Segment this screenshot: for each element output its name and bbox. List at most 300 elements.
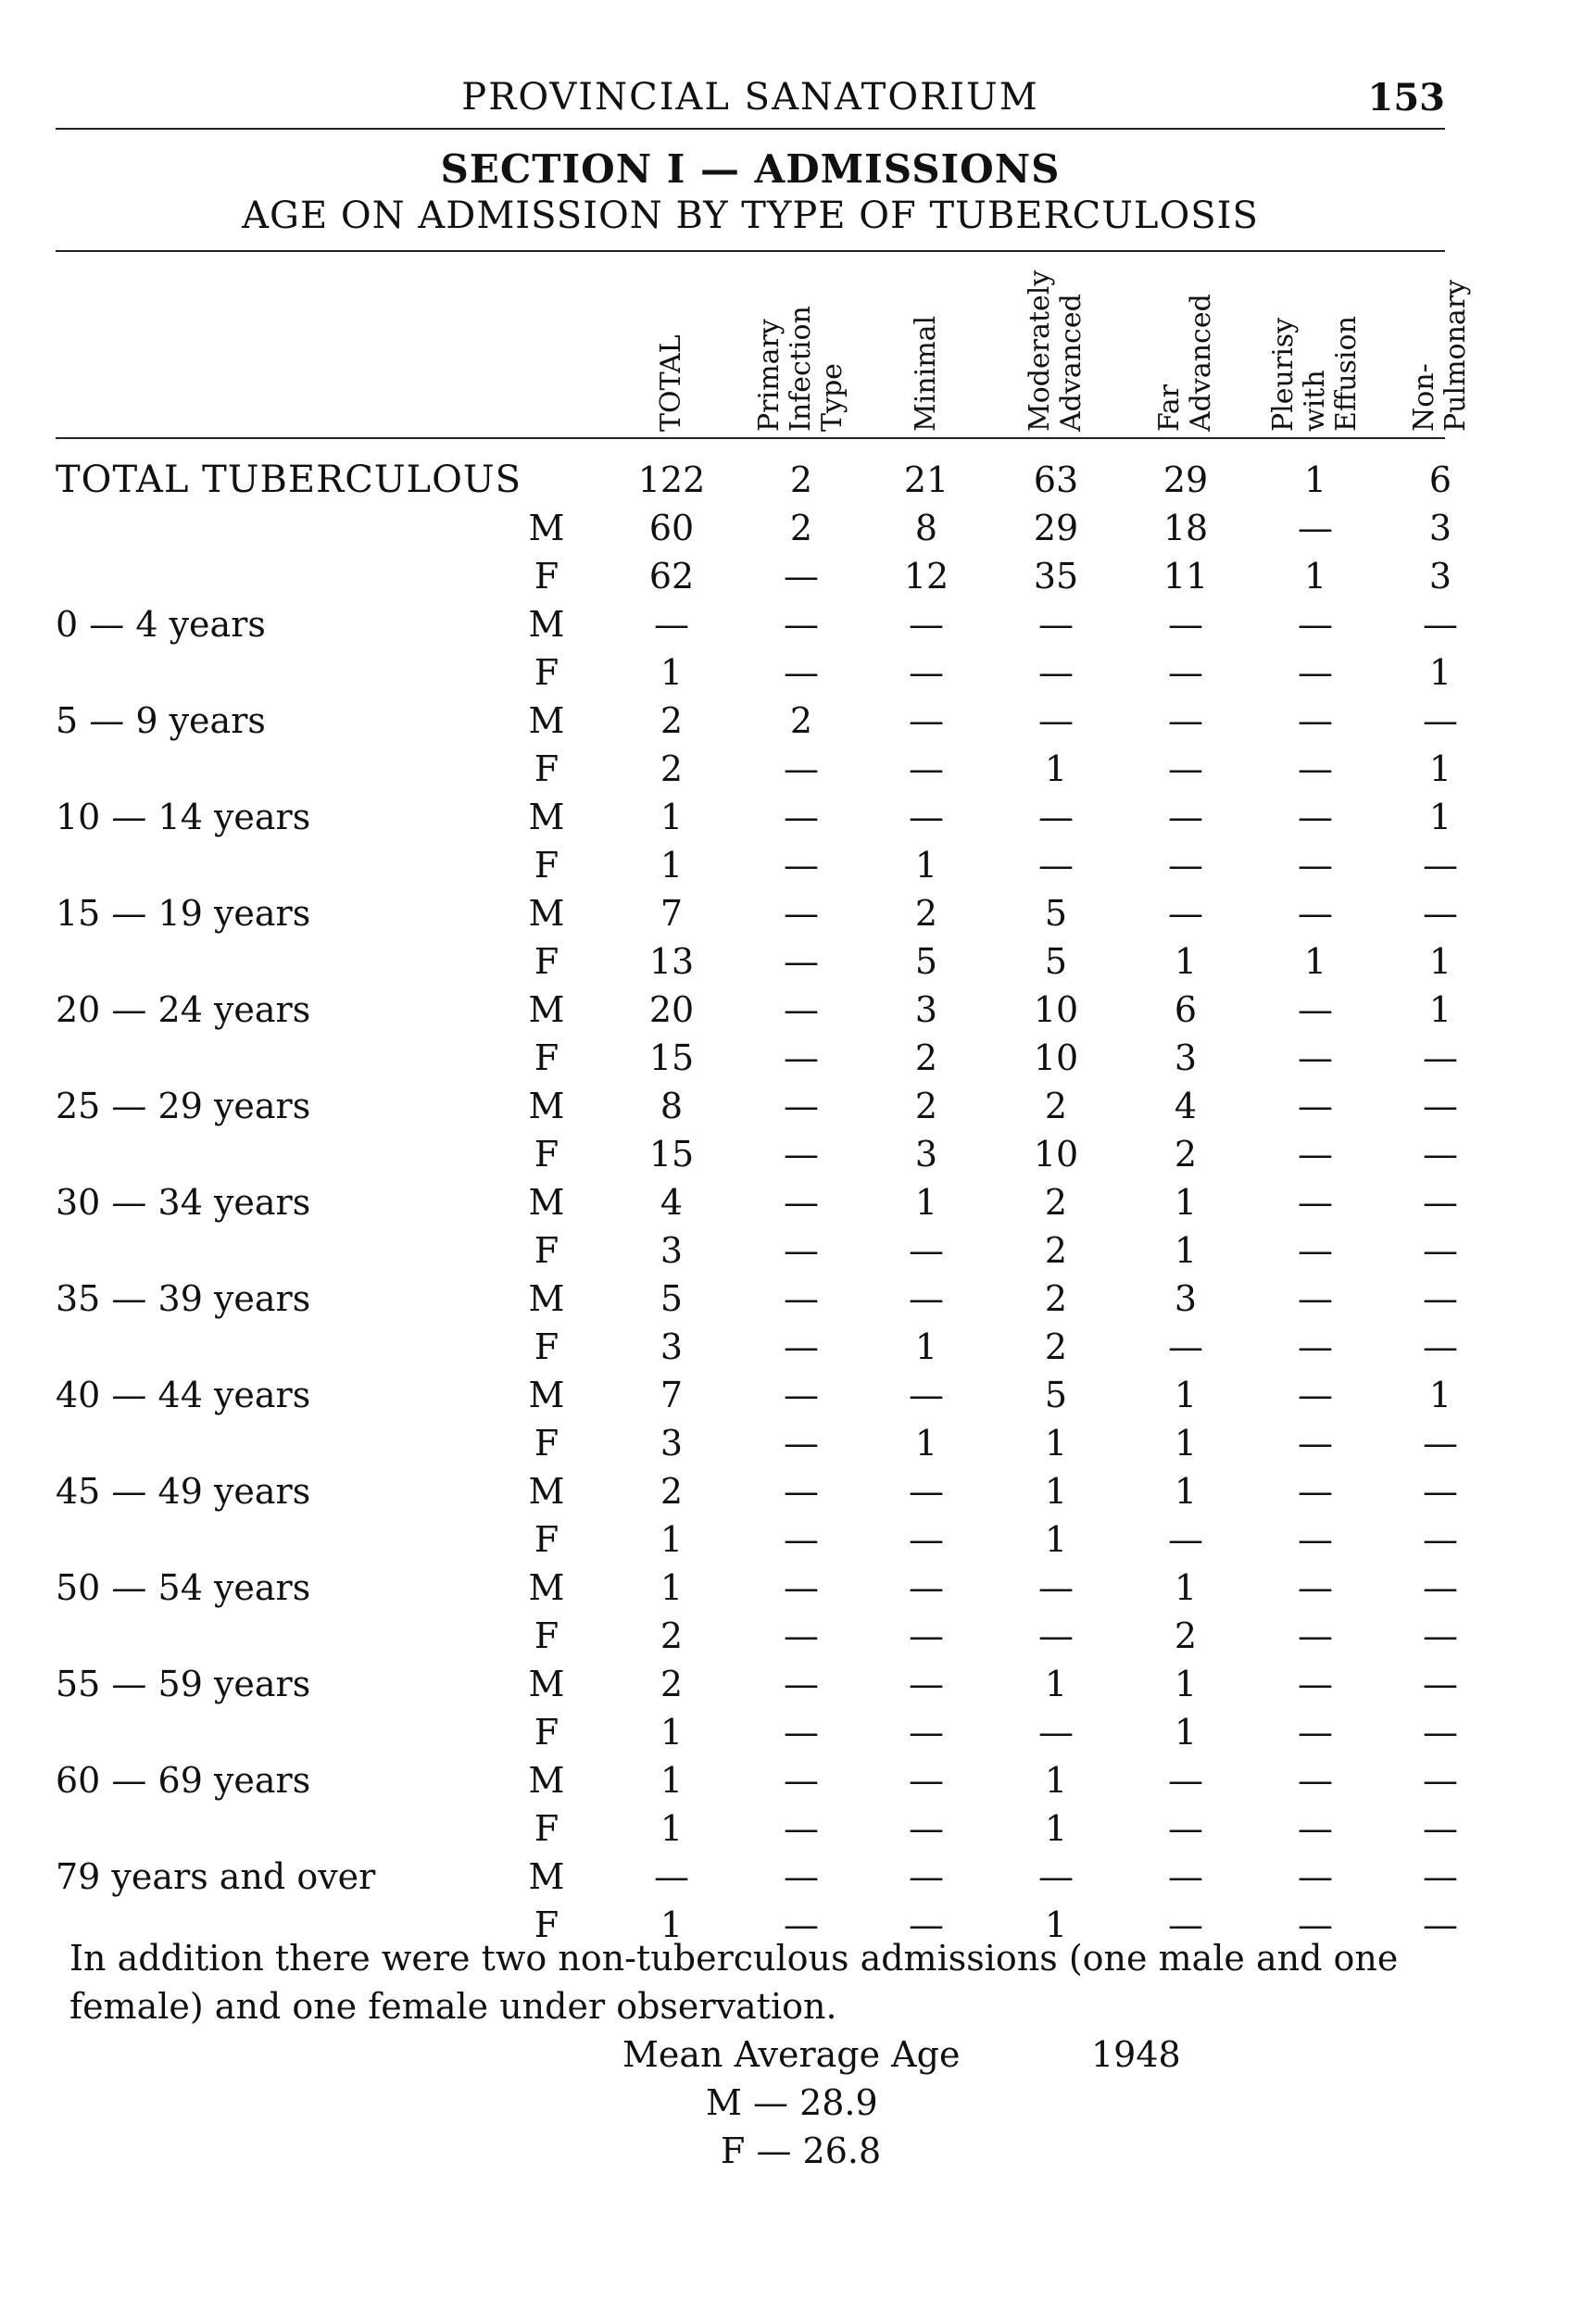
table-subtitle: AGE ON ADMISSION BY TYPE OF TUBERCULOSIS	[242, 195, 1259, 237]
table-cell: 15	[648, 1037, 695, 1078]
table-cell: 1	[1303, 941, 1327, 982]
table-cell: —	[909, 652, 944, 693]
table-cell: —	[909, 1278, 944, 1319]
table-cell: 1	[1044, 1471, 1068, 1512]
column-header	[1389, 248, 1491, 434]
table-cell: —	[1298, 1278, 1333, 1319]
table-cell: —	[1298, 1471, 1333, 1512]
table-cell: —	[1168, 797, 1203, 837]
table-cell: —	[1298, 1182, 1333, 1223]
table-cell: —	[1038, 700, 1074, 741]
table-cell: —	[1298, 989, 1333, 1030]
table-cell: 6	[1428, 459, 1452, 500]
table-cell: 1	[1303, 556, 1327, 597]
table-cell: —	[909, 1375, 944, 1415]
table-cell: 2	[660, 1615, 684, 1656]
table-cell: 3	[660, 1326, 684, 1367]
table-cell: —	[909, 797, 944, 837]
table-cell: —	[1423, 604, 1458, 645]
table-cell: —	[784, 1230, 819, 1271]
header-bottom-rule	[56, 437, 1445, 439]
table-cell: —	[1423, 1519, 1458, 1560]
row-label: 45 — 49 years	[56, 1471, 311, 1512]
table-cell: —	[784, 1086, 819, 1126]
table-cell: 4	[1174, 1086, 1198, 1126]
table-cell: 1	[1174, 1471, 1198, 1512]
column-header	[750, 248, 852, 434]
table-cell: —	[909, 1567, 944, 1608]
table-cell: 1	[1428, 989, 1452, 1030]
table-cell: —	[909, 1519, 944, 1560]
table-cell: 1	[660, 652, 684, 693]
table-cell: —	[1423, 1037, 1458, 1078]
table-cell: —	[784, 1134, 819, 1175]
table-cell: —	[1423, 1471, 1458, 1512]
table-cell: —	[909, 700, 944, 741]
table-cell: 1	[1044, 748, 1068, 789]
table-cell: 21	[903, 459, 949, 500]
table-cell: —	[784, 989, 819, 1030]
table-cell: —	[1298, 1037, 1333, 1078]
table-cell: —	[1168, 1326, 1203, 1367]
table-cell: 2	[789, 459, 813, 500]
table-cell: —	[784, 1182, 819, 1223]
row-sex: M	[528, 1278, 565, 1319]
table-cell: —	[1038, 604, 1074, 645]
table-cell: 1	[1044, 1808, 1068, 1849]
table-cell: 2	[914, 1086, 938, 1126]
mean-age-male: M — 28.9	[706, 2082, 878, 2123]
table-row	[0, 1323, 1596, 1371]
table-cell: —	[1298, 893, 1333, 934]
table-cell: 1	[1428, 941, 1452, 982]
row-sex: F	[534, 1904, 559, 1945]
table-cell: —	[1298, 1615, 1333, 1656]
table-cell: —	[1168, 1519, 1203, 1560]
table-cell: 1	[1174, 1375, 1198, 1415]
table-cell: —	[784, 1856, 819, 1897]
table-cell: 2	[914, 1037, 938, 1078]
table-cell: 13	[648, 941, 695, 982]
table-cell: 29	[1033, 508, 1079, 548]
row-sex: M	[528, 1760, 565, 1801]
table-cell: —	[1423, 1086, 1458, 1126]
table-cell: —	[1423, 1567, 1458, 1608]
table-cell: —	[1423, 1278, 1458, 1319]
table-cell: —	[1423, 1134, 1458, 1175]
row-label: 79 years and over	[56, 1856, 376, 1897]
table-cell: —	[909, 1471, 944, 1512]
table-cell: 2	[660, 748, 684, 789]
table-row	[0, 745, 1596, 793]
column-header-text: Far Advanced	[1153, 294, 1217, 432]
table-cell: —	[784, 1375, 819, 1415]
table-cell: —	[654, 604, 689, 645]
table-cell: —	[909, 748, 944, 789]
table-cell: —	[1168, 845, 1203, 886]
row-sex: F	[534, 652, 559, 693]
table-cell: —	[1298, 1567, 1333, 1608]
table-cell: —	[1298, 1712, 1333, 1753]
table-cell: 3	[1174, 1037, 1198, 1078]
table-cell: —	[784, 652, 819, 693]
table-cell: 3	[914, 1134, 938, 1175]
table-cell: 1	[1428, 748, 1452, 789]
table-cell: 2	[1044, 1278, 1068, 1319]
row-sex: F	[534, 1423, 559, 1464]
running-header	[56, 76, 1445, 130]
table-cell: —	[784, 1037, 819, 1078]
table-cell: —	[1423, 1856, 1458, 1897]
table-cell: 3	[660, 1423, 684, 1464]
table-cell: 29	[1162, 459, 1209, 500]
table-cell: —	[909, 1808, 944, 1849]
table-cell: —	[784, 1615, 819, 1656]
table-row	[0, 1275, 1596, 1323]
section-title: SECTION I — ADMISSIONS	[440, 146, 1061, 192]
table-cell: 2	[660, 1471, 684, 1512]
table-cell: —	[784, 893, 819, 934]
row-sex: F	[534, 845, 559, 886]
table-cell: 2	[1044, 1086, 1068, 1126]
table-cell: 2	[914, 893, 938, 934]
table-row	[0, 1612, 1596, 1660]
row-sex: M	[528, 1086, 565, 1126]
table-row	[0, 889, 1596, 937]
table-cell: —	[909, 1664, 944, 1704]
table-cell: —	[1168, 604, 1203, 645]
table-cell: 1	[1174, 1230, 1198, 1271]
column-header	[1264, 248, 1366, 434]
table-cell: —	[1298, 1808, 1333, 1849]
table-cell: 4	[660, 1182, 684, 1223]
row-sex: M	[528, 604, 565, 645]
table-cell: —	[784, 556, 819, 597]
row-label: TOTAL TUBERCULOUS	[56, 459, 522, 501]
table-cell: 2	[660, 700, 684, 741]
table-cell: 2	[1174, 1134, 1198, 1175]
table-cell: —	[784, 1567, 819, 1608]
row-sex: F	[534, 1712, 559, 1753]
row-sex: M	[528, 700, 565, 741]
table-cell: —	[1298, 1326, 1333, 1367]
table-row	[0, 1756, 1596, 1804]
table-cell: 11	[1162, 556, 1209, 597]
table-cell: —	[1298, 1230, 1333, 1271]
table-cell: 60	[648, 508, 695, 548]
table-cell: —	[654, 1856, 689, 1897]
row-sex: F	[534, 1615, 559, 1656]
table-cell: —	[1423, 700, 1458, 741]
table-cell: —	[1168, 652, 1203, 693]
table-cell: 1	[1174, 1567, 1198, 1608]
row-sex: M	[528, 1567, 565, 1608]
row-label: 30 — 34 years	[56, 1182, 311, 1223]
table-row	[0, 986, 1596, 1034]
table-row	[0, 1467, 1596, 1515]
table-row	[0, 1804, 1596, 1853]
column-header-text: Moderately Advanced	[1024, 270, 1087, 432]
table-cell: 8	[660, 1086, 684, 1126]
table-cell: —	[909, 604, 944, 645]
row-sex: F	[534, 1519, 559, 1560]
table-cell: —	[1168, 700, 1203, 741]
table-row	[0, 1564, 1596, 1612]
table-cell: —	[1168, 1856, 1203, 1897]
table-cell: —	[1038, 1712, 1074, 1753]
table-cell: 2	[1044, 1182, 1068, 1223]
column-header-text: Non- Pulmonary	[1408, 279, 1472, 432]
table-cell: —	[784, 604, 819, 645]
table-cell: —	[1423, 1230, 1458, 1271]
table-row	[0, 504, 1596, 552]
row-label: 25 — 29 years	[56, 1086, 311, 1126]
table-cell: —	[909, 1904, 944, 1945]
table-cell: 2	[1044, 1326, 1068, 1367]
table-cell: 1	[660, 1712, 684, 1753]
table-row	[0, 1708, 1596, 1756]
table-cell: —	[1298, 1904, 1333, 1945]
table-cell: 1	[1044, 1423, 1068, 1464]
table-cell: —	[1298, 1423, 1333, 1464]
table-cell: —	[909, 1856, 944, 1897]
row-label: 40 — 44 years	[56, 1375, 311, 1415]
row-sex: F	[534, 556, 559, 597]
table-cell: 1	[1174, 1664, 1198, 1704]
table-cell: —	[1423, 1615, 1458, 1656]
table-cell: 1	[914, 1423, 938, 1464]
table-cell: 1	[1044, 1519, 1068, 1560]
table-cell: —	[1423, 1664, 1458, 1704]
table-row	[0, 1515, 1596, 1564]
table-cell: —	[1423, 1808, 1458, 1849]
table-cell: 7	[660, 1375, 684, 1415]
table-cell: —	[1168, 893, 1203, 934]
row-sex: F	[534, 1037, 559, 1078]
table-row	[0, 456, 1596, 504]
table-row	[0, 697, 1596, 745]
table-cell: —	[909, 1615, 944, 1656]
table-cell: 5	[1044, 893, 1068, 934]
table-cell: 2	[789, 508, 813, 548]
table-cell: —	[784, 748, 819, 789]
table-cell: 5	[660, 1278, 684, 1319]
table-cell: 1	[660, 1519, 684, 1560]
row-label: 60 — 69 years	[56, 1760, 311, 1801]
table-cell: —	[1298, 604, 1333, 645]
row-label: 10 — 14 years	[56, 797, 311, 837]
row-sex: M	[528, 508, 565, 548]
table-cell: —	[1298, 1760, 1333, 1801]
table-cell: —	[1423, 893, 1458, 934]
table-cell: —	[784, 941, 819, 982]
table-row	[0, 1371, 1596, 1419]
table-cell: 12	[903, 556, 949, 597]
row-sex: M	[528, 989, 565, 1030]
table-cell: 1	[1174, 1712, 1198, 1753]
table-cell: 122	[637, 459, 706, 500]
column-header	[1135, 248, 1237, 434]
row-sex: F	[534, 941, 559, 982]
row-sex: F	[534, 1326, 559, 1367]
table-cell: —	[1038, 1567, 1074, 1608]
table-row	[0, 1226, 1596, 1275]
table-row	[0, 1034, 1596, 1082]
row-sex: F	[534, 1808, 559, 1849]
row-sex: M	[528, 1375, 565, 1415]
table-cell: —	[1423, 1423, 1458, 1464]
table-cell: —	[1423, 1182, 1458, 1223]
table-row	[0, 1130, 1596, 1178]
table-cell: 1	[1174, 941, 1198, 982]
table-cell: 10	[1033, 989, 1079, 1030]
table-cell: 3	[1174, 1278, 1198, 1319]
table-row	[0, 1178, 1596, 1226]
table-cell: 1	[1174, 1182, 1198, 1223]
row-label: 15 — 19 years	[56, 893, 311, 934]
row-sex: M	[528, 797, 565, 837]
table-cell: 1	[1303, 459, 1327, 500]
column-header-text: Primary Infection Type	[753, 306, 848, 432]
table-row	[0, 600, 1596, 648]
table-cell: —	[1168, 1904, 1203, 1945]
column-header	[875, 248, 977, 434]
row-sex: F	[534, 748, 559, 789]
table-cell: 6	[1174, 989, 1198, 1030]
row-sex: M	[528, 1664, 565, 1704]
table-cell: —	[784, 1712, 819, 1753]
page-number: 153	[1367, 76, 1445, 119]
table-cell: 7	[660, 893, 684, 934]
table-cell: —	[784, 1519, 819, 1560]
row-label: 35 — 39 years	[56, 1278, 311, 1319]
running-title: PROVINCIAL SANATORIUM	[461, 76, 1039, 119]
table-row	[0, 1853, 1596, 1901]
table-cell: —	[784, 1904, 819, 1945]
table-cell: —	[784, 1808, 819, 1849]
table-cell: —	[1423, 845, 1458, 886]
table-cell: 1	[660, 1904, 684, 1945]
mean-age-female: F — 26.8	[721, 2130, 882, 2171]
table-cell: 1	[1044, 1760, 1068, 1801]
table-row	[0, 937, 1596, 986]
table-row	[0, 841, 1596, 889]
row-label: 50 — 54 years	[56, 1567, 311, 1608]
table-cell: 63	[1033, 459, 1079, 500]
column-header	[1005, 248, 1107, 434]
table-cell: —	[784, 1326, 819, 1367]
table-cell: 15	[648, 1134, 695, 1175]
table-row	[0, 1660, 1596, 1708]
row-sex: M	[528, 1182, 565, 1223]
table-cell: 1	[914, 845, 938, 886]
table-cell: 1	[660, 797, 684, 837]
table-cell: —	[784, 797, 819, 837]
table-cell: 3	[660, 1230, 684, 1271]
table-cell: —	[1423, 1326, 1458, 1367]
row-label: 55 — 59 years	[56, 1664, 311, 1704]
table-cell: 62	[648, 556, 695, 597]
table-cell: 5	[1044, 1375, 1068, 1415]
table-cell: 1	[660, 1808, 684, 1849]
table-cell: 2	[789, 700, 813, 741]
row-sex: M	[528, 1856, 565, 1897]
table-cell: 2	[1044, 1230, 1068, 1271]
table-cell: —	[909, 1230, 944, 1271]
table-cell: —	[784, 1664, 819, 1704]
table-cell: 18	[1162, 508, 1209, 548]
table-cell: 1	[914, 1326, 938, 1367]
table-cell: —	[1298, 1856, 1333, 1897]
table-cell: 1	[1044, 1904, 1068, 1945]
mean-age-year: 1948	[1091, 2034, 1181, 2075]
row-label: 20 — 24 years	[56, 989, 311, 1030]
table-cell: 1	[1174, 1423, 1198, 1464]
table-cell: 1	[1044, 1664, 1068, 1704]
table-cell: —	[1298, 700, 1333, 741]
table-row	[0, 1419, 1596, 1467]
table-cell: 3	[914, 989, 938, 1030]
table-cell: —	[1298, 845, 1333, 886]
table-cell: 8	[914, 508, 938, 548]
table-cell: —	[1298, 1134, 1333, 1175]
table-cell: —	[1298, 1664, 1333, 1704]
row-label: 0 — 4 years	[56, 604, 266, 645]
table-cell: —	[909, 1712, 944, 1753]
table-cell: —	[1423, 1712, 1458, 1753]
table-cell: —	[1298, 797, 1333, 837]
row-label: 5 — 9 years	[56, 700, 266, 741]
table-cell: 3	[1428, 508, 1452, 548]
table-cell: —	[1168, 1808, 1203, 1849]
column-header-text: Pleurisy with Effusion	[1267, 316, 1363, 432]
table-row	[0, 793, 1596, 841]
column-header	[621, 248, 723, 434]
table-cell: 1	[1428, 1375, 1452, 1415]
column-header-text: Minimal	[910, 315, 942, 432]
table-cell: —	[784, 1278, 819, 1319]
table-cell: —	[1168, 1760, 1203, 1801]
table-cell: —	[1298, 652, 1333, 693]
column-header-text: TOTAL	[655, 334, 687, 432]
table-cell: 5	[914, 941, 938, 982]
row-sex: F	[534, 1134, 559, 1175]
table-cell: —	[1038, 797, 1074, 837]
table-cell: 35	[1033, 556, 1079, 597]
table-cell: 10	[1033, 1037, 1079, 1078]
footnote: In addition there were two non-tuberculous admissions (one male and one female) and one female under observation.	[69, 1938, 1399, 2027]
table-cell: 3	[1428, 556, 1452, 597]
table-cell: —	[1038, 1615, 1074, 1656]
table-cell: —	[784, 845, 819, 886]
table-cell: —	[784, 1423, 819, 1464]
table-cell: —	[1298, 508, 1333, 548]
row-sex: M	[528, 1471, 565, 1512]
table-cell: —	[784, 1471, 819, 1512]
table-cell: —	[1298, 1375, 1333, 1415]
table-cell: —	[784, 1760, 819, 1801]
table-row	[0, 648, 1596, 697]
table-cell: 1	[1428, 797, 1452, 837]
table-cell: —	[1298, 1086, 1333, 1126]
table-cell: 1	[660, 845, 684, 886]
table-cell: —	[1038, 652, 1074, 693]
table-cell: —	[1298, 748, 1333, 789]
table-cell: 2	[660, 1664, 684, 1704]
table-cell: 10	[1033, 1134, 1079, 1175]
table-cell: —	[909, 1760, 944, 1801]
row-sex: F	[534, 1230, 559, 1271]
